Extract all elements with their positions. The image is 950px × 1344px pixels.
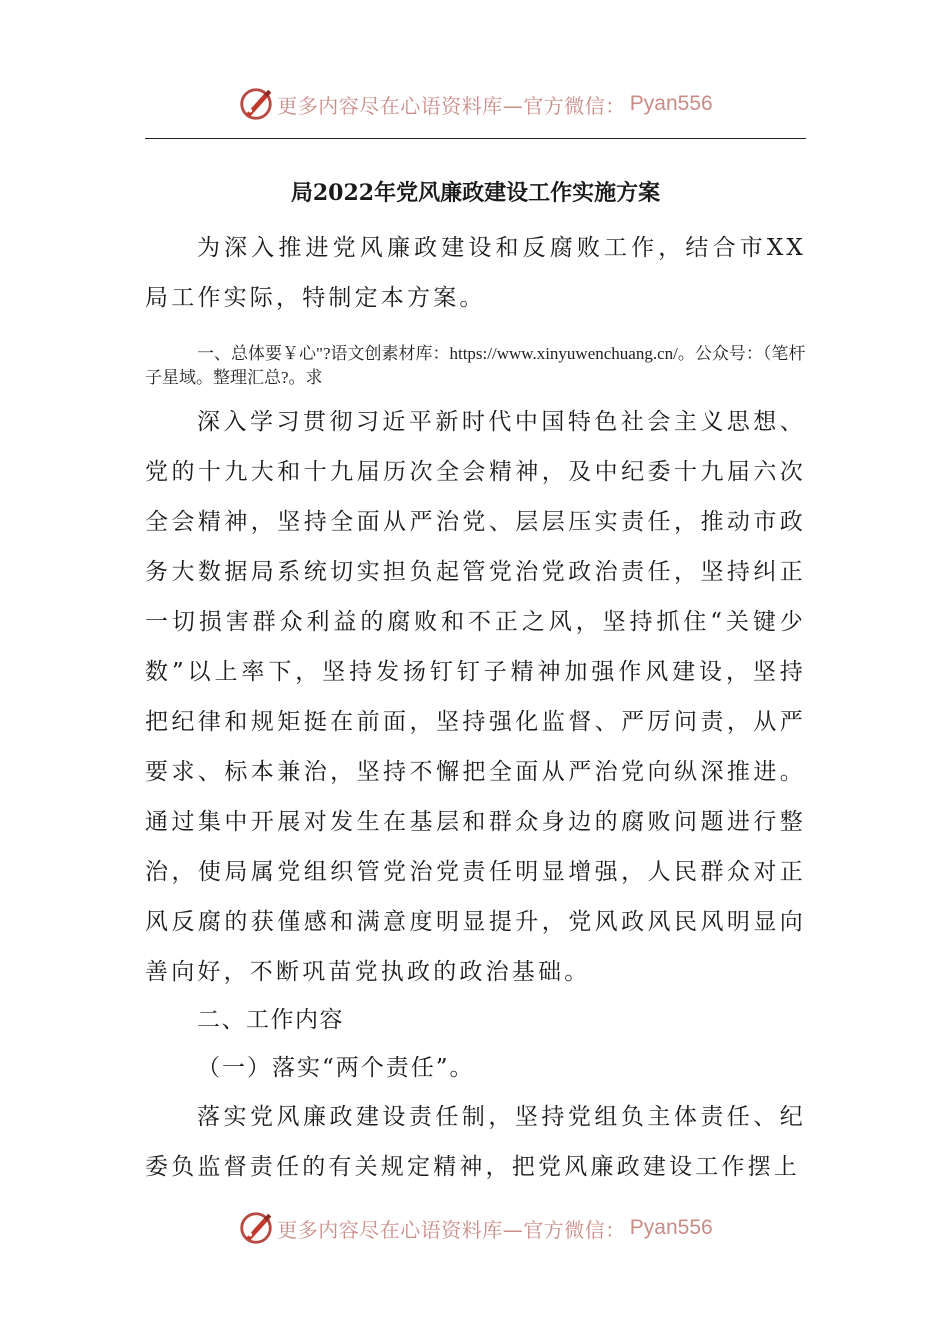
watermark-wechat-id: Pyan556	[629, 1216, 713, 1239]
pen-circle-logo-icon	[237, 1209, 275, 1247]
header-watermark	[0, 82, 950, 126]
body-paragraph-1: 深入学习贯彻习近平新时代中国特色社会主义思想、党的十九大和十九届历次全会精神，及中纪委十九届六次全会精神，坚持全面从严治党、层层压实责任，推动市政务大数据局系统切实担负起管党治党政治责任，坚持纠正一切损害群众利益的腐败和不正之风，坚持抓住“关键少数”以上率下，坚持发扬钉钉子精神加强作风建设，坚持把纪律和规矩挺在前面，坚持强化监督、严厉问责，从严要求、标本兼治，坚持不懈把全面从严治党向纵深推进。通过集中开展对发生在基层和群众身边的腐败问题进行整治，使局属党组织管党治党责任明显增强，人民群众对正风反腐的获僅感和满意度明显提升，党风政风民风明显向善向好，不断巩苗党执政的政治基础。	[145, 409, 806, 985]
footer-watermark	[0, 1206, 950, 1250]
watermark-slogan: 更多内容尽在心语资料库—官方微信：	[277, 1217, 626, 1242]
subsection-heading-1: （一）落实“两个责任”。	[197, 1055, 475, 1081]
inserted-note: 一、总体要￥心"?语文创素材库：https://www.xinyuwenchuang.cn/。公众号：（笔杆子星域。整理汇总?。求	[145, 344, 806, 387]
intro-paragraph: 为深入推进党风廉政建设和反腐败工作，结合市XX局工作实际，特制定本方案。	[145, 235, 806, 311]
watermark-slogan: 更多内容尽在心语资料库—官方微信：	[277, 93, 626, 118]
document-title: 局2022年党风廉政建设工作实施方案	[290, 180, 661, 206]
pen-circle-logo-icon	[237, 85, 275, 123]
header-divider	[145, 138, 806, 139]
watermark-wechat-id: Pyan556	[629, 92, 713, 115]
section-heading-2: 二、工作内容	[197, 1007, 344, 1033]
body-paragraph-2: 落实党风廉政建设责任制，坚持党组负主体责任、纪委负监督责任的有关规定精神，把党风廉政建设工作摆上	[145, 1104, 806, 1180]
